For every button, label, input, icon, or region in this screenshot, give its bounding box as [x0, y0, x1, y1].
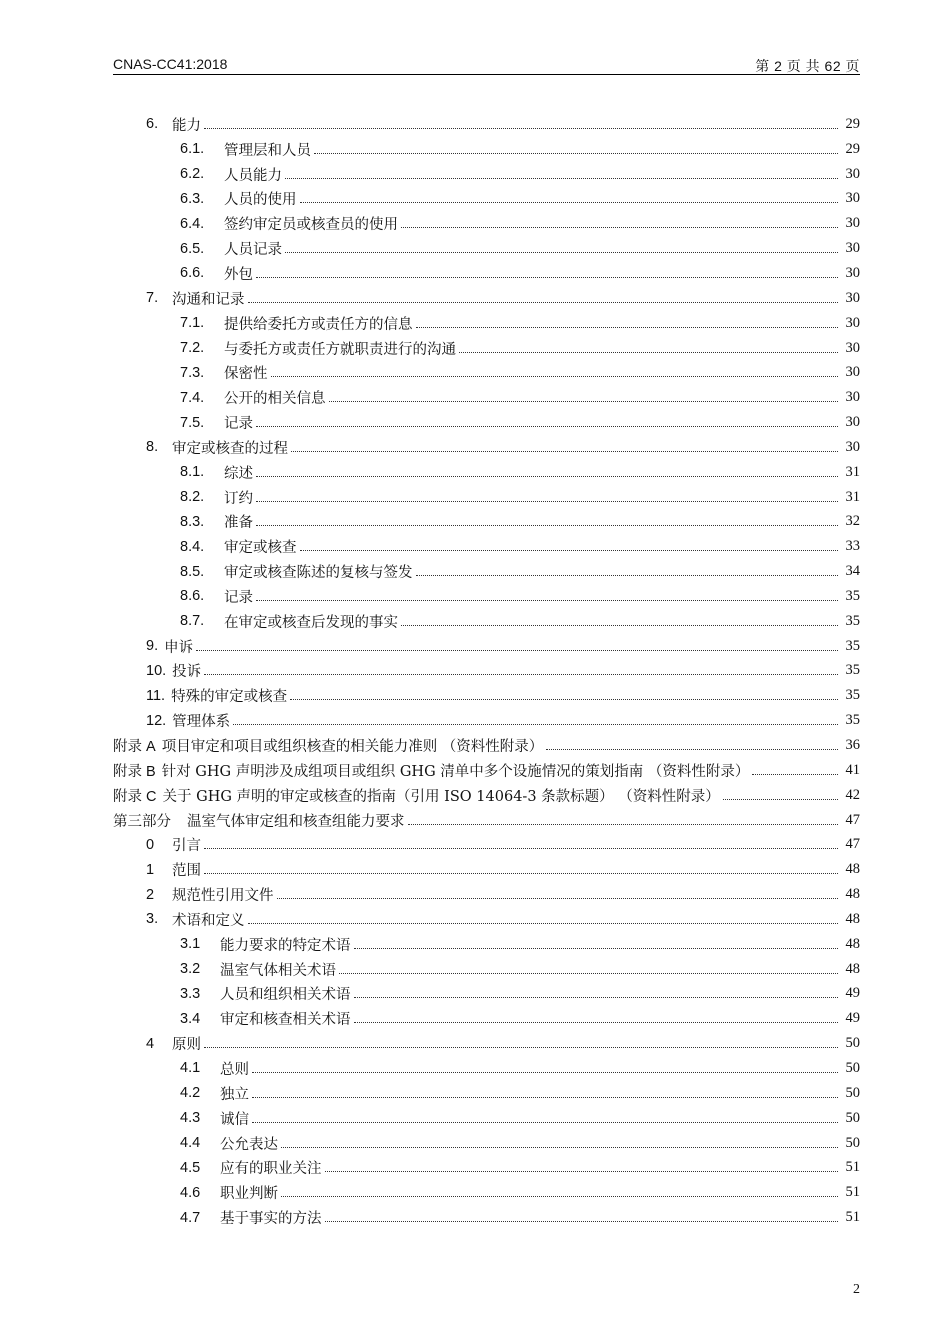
- toc-entry[interactable]: [113, 857, 860, 882]
- toc-entry-number: 6.: [146, 116, 159, 133]
- toc-entry-number: 6.3.: [180, 190, 205, 207]
- dot-leader: [339, 973, 838, 974]
- toc-entry-title: 温室气体相关术语: [220, 962, 336, 979]
- toc-entry-title: 职业判断: [220, 1186, 278, 1203]
- dot-leader: [329, 401, 839, 402]
- toc-entry[interactable]: [113, 236, 860, 261]
- toc-entry-title: 记录: [224, 589, 253, 606]
- toc-entry-number: 7.: [146, 290, 159, 307]
- toc-entry[interactable]: [113, 112, 860, 137]
- toc-entry-title: 公允表达: [220, 1136, 278, 1153]
- toc-entry-number: 7.1.: [180, 315, 205, 332]
- toc-entry-page: 49: [845, 985, 860, 1002]
- dot-leader: [204, 873, 838, 874]
- toc-entry[interactable]: [113, 609, 860, 634]
- toc-entry-number: 4.1: [180, 1060, 201, 1077]
- toc-entry-title: 审定或核查的过程: [172, 440, 288, 457]
- toc-entry-page: 50: [845, 1084, 860, 1101]
- toc-entry-title: 独立: [220, 1086, 249, 1103]
- toc-entry[interactable]: [113, 534, 860, 559]
- toc-entry-number: 8.5.: [180, 563, 205, 580]
- toc-entry-page: 30: [845, 215, 860, 232]
- dot-leader: [256, 277, 838, 278]
- toc-entry-page: 50: [845, 1134, 860, 1151]
- toc-entry-title: 保密性: [224, 366, 268, 383]
- dot-leader: [204, 1047, 838, 1048]
- toc-entry-title: 能力: [172, 117, 201, 134]
- toc-entry-title: 术语和定义: [172, 912, 245, 929]
- toc-entry-number: 附录 B: [113, 763, 156, 780]
- toc-entry[interactable]: [113, 907, 860, 932]
- toc-entry-page: 33: [845, 538, 860, 555]
- toc-entry-title: 订约: [224, 490, 253, 507]
- dot-leader: [281, 1196, 838, 1197]
- toc-entry-number: 6.6.: [180, 265, 205, 282]
- toc-entry-number: 7.2.: [180, 340, 205, 357]
- toc-entry-title: 项目审定和项目或组织核查的相关能力准则 （资料性附录）: [161, 739, 544, 756]
- toc-entry-number: 4.4: [180, 1135, 201, 1152]
- toc-entry-number: 7.3.: [180, 364, 205, 381]
- dot-leader: [204, 848, 838, 849]
- toc-entry-number: 11.: [146, 687, 166, 704]
- toc-entry[interactable]: [113, 1056, 860, 1081]
- toc-entry-title: 管理层和人员: [224, 142, 311, 159]
- toc-entry-number: 8.4.: [180, 538, 205, 555]
- toc-entry-title: 引言: [172, 838, 201, 855]
- toc-entry[interactable]: [113, 957, 860, 982]
- toc-entry[interactable]: [113, 683, 860, 708]
- dot-leader: [300, 202, 839, 203]
- toc-entry-number: 4.7: [180, 1209, 201, 1226]
- toc-entry-page: 36: [845, 737, 860, 754]
- toc-entry-number: 8.2.: [180, 489, 205, 506]
- toc-entry[interactable]: [113, 634, 860, 659]
- toc-entry-number: 8.7.: [180, 613, 205, 630]
- toc-entry-number: 3.4: [180, 1010, 201, 1027]
- toc-entry[interactable]: [113, 932, 860, 957]
- toc-entry-page: 31: [845, 463, 860, 480]
- dot-leader: [325, 1171, 839, 1172]
- toc-entry[interactable]: [113, 1131, 860, 1156]
- toc-entry[interactable]: [113, 385, 860, 410]
- toc-entry[interactable]: [113, 187, 860, 212]
- toc-entry-number: 12.: [146, 712, 167, 729]
- toc-entry-page: 48: [845, 861, 860, 878]
- toc-entry-title: 针对 GHG 声明涉及成组项目或组织 GHG 清单中多个设施情况的策划指南 （资料性附录）: [161, 763, 750, 780]
- toc-entry-number: 第三部分: [113, 813, 171, 830]
- toc-entry[interactable]: [113, 708, 860, 733]
- toc-entry-number: 6.1.: [180, 141, 205, 158]
- dot-leader: [256, 600, 838, 601]
- toc-entry-title: 签约审定员或核查员的使用: [224, 217, 398, 234]
- table-of-contents: [113, 112, 860, 1230]
- dot-leader: [354, 1022, 839, 1023]
- toc-entry[interactable]: [113, 261, 860, 286]
- toc-entry-number: 6.4.: [180, 215, 205, 232]
- toc-entry-number: 8.6.: [180, 588, 205, 605]
- toc-entry[interactable]: [113, 808, 860, 833]
- document-code: CNAS-CC41:2018: [113, 56, 228, 72]
- toc-entry[interactable]: [113, 882, 860, 907]
- toc-entry-title: 诚信: [220, 1111, 249, 1128]
- toc-entry-title: 申诉: [164, 639, 194, 656]
- toc-entry-page: 48: [845, 886, 860, 903]
- toc-entry[interactable]: [113, 1031, 860, 1056]
- toc-entry-number: 6.5.: [180, 240, 205, 257]
- toc-entry-page: 31: [845, 488, 860, 505]
- toc-entry-title: 能力要求的特定术语: [220, 937, 351, 954]
- toc-entry-number: 10.: [146, 662, 167, 679]
- toc-entry-page: 49: [845, 1010, 860, 1027]
- toc-entry-page: 32: [845, 513, 860, 530]
- dot-leader: [285, 178, 838, 179]
- toc-entry[interactable]: [113, 783, 860, 808]
- toc-entry-number: 7.5.: [180, 414, 205, 431]
- toc-entry-title: 人员的使用: [224, 192, 297, 209]
- toc-entry-page: 48: [845, 960, 860, 977]
- toc-entry-page: 35: [845, 712, 860, 729]
- toc-entry[interactable]: [113, 559, 860, 584]
- toc-entry[interactable]: [113, 410, 860, 435]
- toc-entry-page: 30: [845, 289, 860, 306]
- toc-entry-number: 3.3: [180, 985, 201, 1002]
- toc-entry-title: 提供给委托方或责任方的信息: [224, 316, 413, 333]
- dot-leader: [196, 650, 838, 651]
- toc-entry[interactable]: [113, 758, 860, 783]
- toc-entry-page: 30: [845, 339, 860, 356]
- toc-entry-title: 沟通和记录: [172, 291, 245, 308]
- toc-entry-number: 2: [146, 886, 155, 903]
- toc-entry[interactable]: [113, 286, 860, 311]
- dot-leader: [459, 352, 838, 353]
- toc-entry-title: 人员和组织相关术语: [220, 987, 351, 1004]
- dot-leader: [723, 799, 838, 800]
- dot-leader: [285, 252, 838, 253]
- toc-entry[interactable]: [113, 584, 860, 609]
- toc-entry[interactable]: [113, 1081, 860, 1106]
- toc-entry-page: 42: [845, 786, 860, 803]
- toc-entry-number: 3.: [146, 911, 159, 928]
- dot-leader: [752, 774, 838, 775]
- toc-entry-number: 3.2: [180, 961, 201, 978]
- toc-entry-number: 9.: [146, 638, 159, 655]
- toc-entry-title: 记录: [224, 416, 253, 433]
- dot-leader: [248, 923, 839, 924]
- dot-leader: [291, 451, 838, 452]
- toc-entry[interactable]: [113, 360, 860, 385]
- dot-leader: [354, 997, 839, 998]
- dot-leader: [314, 153, 838, 154]
- toc-entry-page: 30: [845, 264, 860, 281]
- dot-leader: [233, 724, 838, 725]
- toc-entry-title: 应有的职业关注: [220, 1161, 322, 1178]
- toc-entry-title: 特殊的审定或核查: [171, 689, 288, 706]
- toc-entry-number: 8.: [146, 439, 159, 456]
- toc-entry-number: 4.6: [180, 1184, 201, 1201]
- toc-entry-page: 30: [845, 165, 860, 182]
- toc-entry-page: 35: [845, 662, 860, 679]
- dot-leader: [256, 501, 838, 502]
- toc-entry-title: 准备: [224, 515, 253, 532]
- toc-entry[interactable]: [113, 162, 860, 187]
- toc-entry-page: 50: [845, 1035, 860, 1052]
- dot-leader: [252, 1072, 838, 1073]
- toc-entry-page: 51: [845, 1184, 860, 1201]
- toc-entry-page: 29: [845, 140, 860, 157]
- toc-entry[interactable]: [113, 311, 860, 336]
- toc-entry-page: 29: [845, 115, 860, 132]
- toc-entry-page: 30: [845, 314, 860, 331]
- toc-entry-title: 管理体系: [172, 714, 231, 731]
- dot-leader: [281, 1147, 838, 1148]
- toc-entry[interactable]: [113, 336, 860, 361]
- toc-entry-number: 4.3: [180, 1110, 201, 1127]
- toc-entry[interactable]: [113, 1106, 860, 1131]
- dot-leader: [300, 550, 839, 551]
- toc-entry-title: 原则: [172, 1037, 201, 1054]
- toc-entry[interactable]: [113, 1205, 860, 1230]
- toc-entry-title: 审定或核查陈述的复核与签发: [224, 565, 413, 582]
- toc-entry-number: 6.2.: [180, 166, 205, 183]
- dot-leader: [401, 227, 838, 228]
- toc-entry-page: 30: [845, 190, 860, 207]
- page-indicator: 第 2 页 共 62 页: [755, 58, 860, 74]
- toc-entry-page: 35: [845, 587, 860, 604]
- toc-entry-page: 50: [845, 1109, 860, 1126]
- toc-entry-number: 附录 A: [113, 739, 156, 756]
- toc-entry-title: 范围: [172, 863, 201, 880]
- toc-entry-title: 基于事实的方法: [220, 1211, 322, 1228]
- toc-entry[interactable]: [113, 510, 860, 535]
- toc-entry[interactable]: [113, 659, 860, 684]
- dot-leader: [408, 824, 839, 825]
- toc-entry[interactable]: [113, 982, 860, 1007]
- toc-entry[interactable]: [113, 435, 860, 460]
- toc-entry-title: 人员记录: [224, 242, 282, 259]
- toc-entry-number: 4.5: [180, 1159, 201, 1176]
- toc-entry[interactable]: [113, 1180, 860, 1205]
- toc-entry-page: 30: [845, 364, 860, 381]
- dot-leader: [416, 575, 839, 576]
- dot-leader: [204, 674, 838, 675]
- toc-entry-title: 公开的相关信息: [224, 391, 326, 408]
- toc-entry-title: 审定或核查: [224, 540, 297, 557]
- toc-entry-title: 关于 GHG 声明的审定或核查的指南（引用 ISO 14064-3 条款标题） （资料性附录）: [162, 788, 720, 805]
- toc-entry-number: 0: [146, 836, 155, 853]
- dot-leader: [252, 1097, 838, 1098]
- toc-entry-page: 35: [845, 687, 860, 704]
- toc-entry-number: 1: [146, 861, 155, 878]
- toc-entry-title: 规范性引用文件: [172, 888, 274, 905]
- dot-leader: [416, 327, 839, 328]
- toc-entry-title: 在审定或核查后发现的事实: [224, 614, 398, 631]
- toc-entry-number: 3.1: [180, 936, 201, 953]
- toc-entry-page: 30: [845, 438, 860, 455]
- toc-entry-page: 47: [845, 836, 860, 853]
- dot-leader: [256, 525, 838, 526]
- dot-leader: [354, 948, 839, 949]
- dot-leader: [277, 898, 839, 899]
- toc-entry[interactable]: [113, 211, 860, 236]
- dot-leader: [401, 625, 838, 626]
- toc-entry-title: 总则: [220, 1061, 249, 1078]
- toc-entry-number: 8.1.: [180, 464, 205, 481]
- toc-entry-number: 8.3.: [180, 513, 205, 530]
- dot-leader: [271, 376, 839, 377]
- toc-entry-title: 综述: [224, 465, 253, 482]
- toc-entry-number: 7.4.: [180, 389, 205, 406]
- toc-entry-page: 48: [845, 910, 860, 927]
- toc-entry[interactable]: [113, 460, 860, 485]
- dot-leader: [546, 749, 838, 750]
- toc-entry[interactable]: [113, 1006, 860, 1031]
- toc-entry-title: 外包: [224, 266, 253, 283]
- toc-entry-title: 投诉: [172, 664, 202, 681]
- toc-entry-title: 审定和核查相关术语: [220, 1012, 351, 1029]
- toc-entry-number: 4: [146, 1035, 155, 1052]
- dot-leader: [256, 426, 838, 427]
- toc-entry-page: 51: [845, 1159, 860, 1176]
- toc-entry-number: 4.2: [180, 1085, 201, 1102]
- toc-entry-page: 48: [845, 935, 860, 952]
- toc-entry-page: 35: [845, 612, 860, 629]
- toc-entry[interactable]: [113, 485, 860, 510]
- toc-entry[interactable]: [113, 733, 860, 758]
- toc-entry-page: 41: [845, 761, 860, 778]
- dot-leader: [256, 476, 838, 477]
- toc-entry-page: 30: [845, 389, 860, 406]
- toc-entry-page: 34: [845, 563, 860, 580]
- toc-entry-page: 30: [845, 240, 860, 257]
- dot-leader: [290, 699, 838, 700]
- page-header: [113, 52, 860, 75]
- toc-entry-page: 51: [845, 1209, 860, 1226]
- toc-entry-page: 50: [845, 1059, 860, 1076]
- toc-entry[interactable]: [113, 137, 860, 162]
- dot-leader: [248, 302, 839, 303]
- toc-entry[interactable]: [113, 832, 860, 857]
- toc-entry[interactable]: [113, 1155, 860, 1180]
- toc-entry-title: 人员能力: [224, 167, 282, 184]
- dot-leader: [252, 1122, 838, 1123]
- toc-entry-title: 与委托方或责任方就职责进行的沟通: [224, 341, 456, 358]
- dot-leader: [325, 1221, 839, 1222]
- toc-entry-page: 30: [845, 414, 860, 431]
- toc-entry-page: 47: [845, 811, 860, 828]
- dot-leader: [204, 128, 838, 129]
- page-number: 2: [853, 1282, 860, 1297]
- toc-entry-page: 35: [845, 637, 860, 654]
- toc-entry-number: 附录 C: [113, 788, 157, 805]
- toc-entry-title: 温室气体审定组和核查组能力要求: [187, 813, 405, 830]
